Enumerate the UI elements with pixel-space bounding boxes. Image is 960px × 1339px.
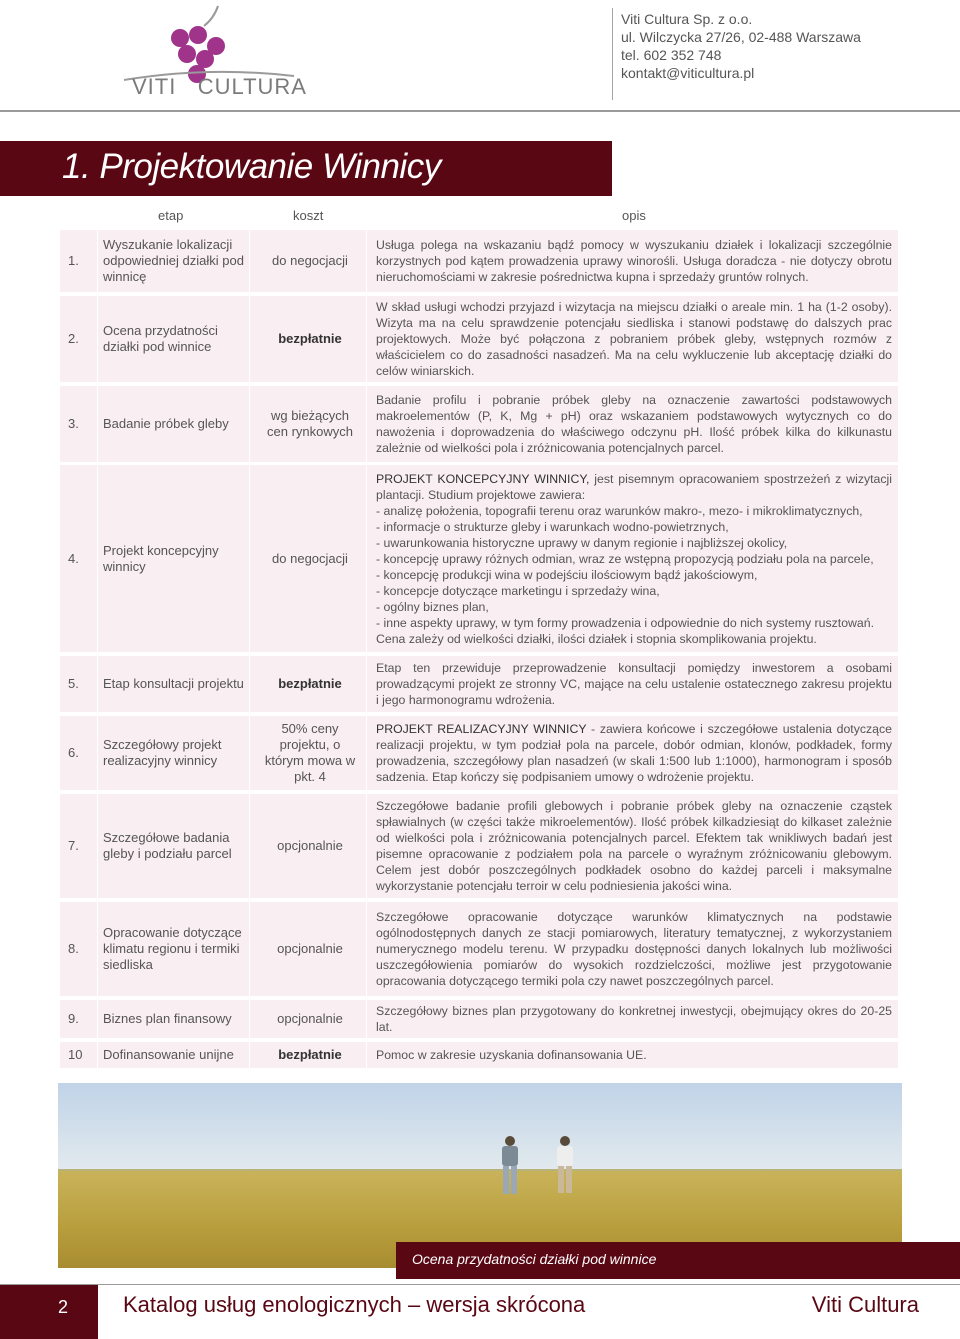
row-opis: PROJEKT KONCEPCYJNY WINNICY, jest pisemnym opracowaniem spostrzeżeń z wizytacji plantacji. Studium projektowe zawiera: - analizę położenia, topografii terenu oraz warunków makro-, mezo- i mikroklimatycznych, - informacje o strukturze gleby i warunkach wodno-powietrznych, - uwarunkowania historyczne uprawy w danym regionie i najbliższej okolicy, - koncepcję uprawy różnych odmian, wraz ze wstępną propozycją podziału pola na parcele, - koncepcję produkcji wina w podejściu ilościowym bądź jakościowym, - koncepcje dotyczące marketingu i sprzedaży wina, - ogólny biznes plan, - inne aspekty uprawy, w tym formy prowadzenia i odpowiednie do nich systemy rusztowań. Cena zależy od wielkości działki, ilości działek i stopnia skomplikowania projektu. — [376, 471, 892, 646]
row-etap: Opracowanie dotyczące klimatu regionu i termiki siedliska — [103, 925, 242, 972]
photo-caption: Ocena przydatności działki pod winnice — [396, 1242, 960, 1279]
row-number: 1. — [68, 253, 79, 268]
opis-list-item: - inne aspekty uprawy, w tym formy prowadzenia i odpowiednie do nich systemy rusztowań. — [376, 615, 875, 630]
table-row — [60, 716, 898, 790]
table-row — [60, 1000, 898, 1038]
row-number: 3. — [68, 416, 79, 431]
row-opis: Szczegółowy biznes plan przygotowany do konkretnej inwestycji, obejmujący okres do 20-25 lat. — [376, 1004, 892, 1034]
row-number: 4. — [68, 550, 79, 566]
header-rule — [0, 110, 960, 112]
row-etap: Badanie próbek gleby — [103, 416, 229, 431]
row-etap: Projekt koncepcyjny winnicy — [103, 542, 219, 574]
person-icon — [550, 1135, 580, 1195]
row-koszt: bezpłatnie — [278, 331, 342, 346]
table-row — [60, 902, 898, 996]
opis-list-item: - analizę położenia, topografii terenu oraz warunków makro-, mezo- i mikroklimatycznych, — [376, 503, 863, 518]
table-row — [60, 465, 898, 652]
row-opis: Badanie profilu i pobranie próbek gleby na oznaczenie zawartości podstawowych makroelementów (P, K, Mg + pH) oraz wskazaniem podstawowych wytycznych co do nawożenia i doprowadzenia do właściwego odczynu pH. Ilość próbek kilka do kilkunastu zależnie od wielkości pola i zróżnicowania potencjalnych parcel. — [376, 393, 892, 455]
row-koszt: bezpłatnie — [278, 676, 342, 691]
row-number: 5. — [68, 676, 79, 691]
row-number: 10 — [68, 1047, 83, 1062]
company-info — [621, 10, 861, 82]
row-etap: Szczegółowy projekt realizacyjny winnicy — [103, 737, 222, 768]
row-number: 6. — [68, 745, 79, 760]
header-divider — [612, 8, 613, 100]
row-opis: W skład usługi wchodzi przyjazd i wizytacja na miejscu działki o areale min. 1 ha (1-2 osoby). Wizyta ma na celu sprawdzenie potencjału siedliska i stanowi podstawę do dalszych prac projektowych. Może być połączona z pobraniem próbek gleby, wstępnych rozmów z właścicielem co do zasadności nasadzeń. Ma na celu wykluczenie lub akceptację działki do celów winiarskich. — [376, 300, 892, 378]
table-row — [60, 296, 898, 382]
row-etap: Biznes plan finansowy — [103, 1011, 232, 1026]
page-number-box — [0, 1285, 98, 1339]
table-row — [60, 386, 898, 462]
row-koszt: bezpłatnie — [278, 1047, 342, 1062]
row-etap: Dofinansowanie unijne — [103, 1047, 234, 1062]
row-opis: Szczegółowe badanie profili glebowych i pobranie próbek gleby na oznaczenie cząstek spławialnych (w części także mikroelementów). Ilość próbek kilkadziesiąt do kilkaset zależnie od wielkości pola i zróżnicowania potencjalnych parcel. Efektem tak wnikliwych badań jest pisemne opracowanie z podziałem pola na parcele o wyraźnym zróżnicowaniu glebowym. Celem jest dobór poszczególnych podkładek osobno do każdej parceli i maksymalne wykorzystanie potencjału terroir w celu podniesienia jakości wina. — [376, 799, 892, 893]
row-etap: Szczegółowe badania gleby i podziału parcel — [103, 830, 232, 861]
logo-text: VITI CULTURA — [132, 74, 307, 99]
opis-lead: PROJEKT KONCEPCYJNY WINNICY, — [376, 471, 590, 486]
page-number: 2 — [58, 1297, 69, 1317]
row-koszt: opcjonalnie — [277, 941, 343, 956]
table-row — [60, 1042, 898, 1068]
field-photo — [58, 1083, 902, 1268]
opis-list-item: - uwarunkowania historyczne uprawy w danym regionie i najbliższej okolicy, — [376, 535, 788, 550]
opis-list-item: Cena zależy od wielkości działki, ilości działek i stopnia skomplikowania projektu. — [376, 631, 817, 646]
footer-rule — [0, 1284, 960, 1285]
row-number: 8. — [68, 941, 79, 956]
company-address: ul. Wilczycka 27/26, 02-488 Warszawa — [621, 29, 861, 45]
row-etap: Wyszukanie lokalizacji odpowiedniej działki pod winnicę — [103, 237, 244, 284]
company-phone: tel. 602 352 748 — [621, 47, 722, 63]
row-koszt: do negocjacji — [272, 253, 348, 268]
opis-lead: PROJEKT REALIZACYJNY WINNICY — [376, 722, 587, 736]
table-row — [60, 230, 898, 292]
row-opis: PROJEKT REALIZACYJNY WINNICY - zawiera końcowe i szczegółowe ustalenia dotyczące realizacji projektu, w tym podział pola na parcele, dobór odmian, klonów, podkładek, formy prowadzenia, szczegółowy plan nasadzeń (w skali 1:500 lub 1:1000), harmonogram i sposób sadzenia. Etap kończy się podpisaniem umowy o wdrożenie projektu. — [376, 722, 892, 784]
row-etap: Ocena przydatności działki pod winnice — [103, 323, 218, 354]
row-opis: Usługa polega na wskazaniu bądź pomocy w wyszukaniu działek i lokalizacji szczególnie korzystnych pod kątem prowadzenia uprawy winorośli. Usługa doradcza - nie dotyczy obrotu nieruchomościami w zakresie pośrednictwa kupna i sprzedaży gruntów rolnych. — [376, 238, 892, 284]
column-header-etap: etap — [158, 208, 184, 223]
column-header-koszt: koszt — [293, 208, 324, 223]
opis-list-item: - koncepcję uprawy różnych odmian, wraz ze wstępną propozycją podziału pola na parcele, — [376, 551, 874, 566]
company-email[interactable]: kontakt@viticultura.pl — [621, 65, 755, 81]
row-etap: Etap konsultacji projektu — [103, 676, 244, 691]
row-number: 2. — [68, 331, 79, 346]
row-koszt: do negocjacji — [272, 550, 348, 566]
footer-title: Katalog usług enologicznych – wersja skrócona — [123, 1292, 586, 1317]
footer-brand: Viti Cultura — [811, 1292, 919, 1317]
page-title: 1. Projektowanie Winnicy — [62, 147, 441, 186]
row-opis: Pomoc w zakresie uzyskania dofinansowania UE. — [376, 1048, 647, 1062]
row-opis: Etap ten przewiduje przeprowadzenie konsultacji pomiędzy inwestorem a osobami prowadzącymi projekt ze stronny VC, mające na celu ustalenie ostatecznego zakresu projektu i jego harmonogramu wdrożenia. — [376, 661, 892, 707]
row-koszt: opcjonalnie — [277, 1011, 343, 1026]
opis-list-item: - informacje o strukturze gleby i warunkach wodno-powietrznych, — [376, 519, 729, 534]
opis-list-item: - koncepcję produkcji wina w podejściu ilościowym bądź jakościowym, — [376, 567, 758, 582]
column-header-opis: opis — [622, 208, 646, 223]
row-number: 9. — [68, 1011, 79, 1026]
table-row — [60, 794, 898, 898]
opis-list-item: - ogólny biznes plan, — [376, 599, 489, 614]
row-koszt: opcjonalnie — [277, 838, 343, 853]
row-koszt: 50% ceny projektu, o którym mowa w pkt. 4 — [264, 721, 356, 784]
row-koszt: wg bieżących cen rynkowych — [267, 408, 353, 439]
company-name: Viti Cultura Sp. z o.o. — [621, 11, 753, 27]
table-row — [60, 656, 898, 712]
opis-list-item: - koncepcje dotyczące marketingu i sprzedaży wina, — [376, 583, 660, 598]
row-opis: Szczegółowe opracowanie dotyczące warunków klimatycznych na podstawie ogólnodostępnych danych ze stacji pomiarowych, literatury tematycznej, z wykorzystaniem numerycznego modelu terenu. W przypadku dostępności danych lokalnych lub możliwości uszczegółowienia pomiarów do wysokich rozdzielczości, możliwe jest przygotowanie opracowania dotyczącego termiki pola czy nawet poszczególnych parcel. — [376, 910, 892, 988]
person-icon — [494, 1135, 526, 1197]
row-number: 7. — [68, 838, 79, 853]
section-title-bar — [0, 141, 612, 196]
